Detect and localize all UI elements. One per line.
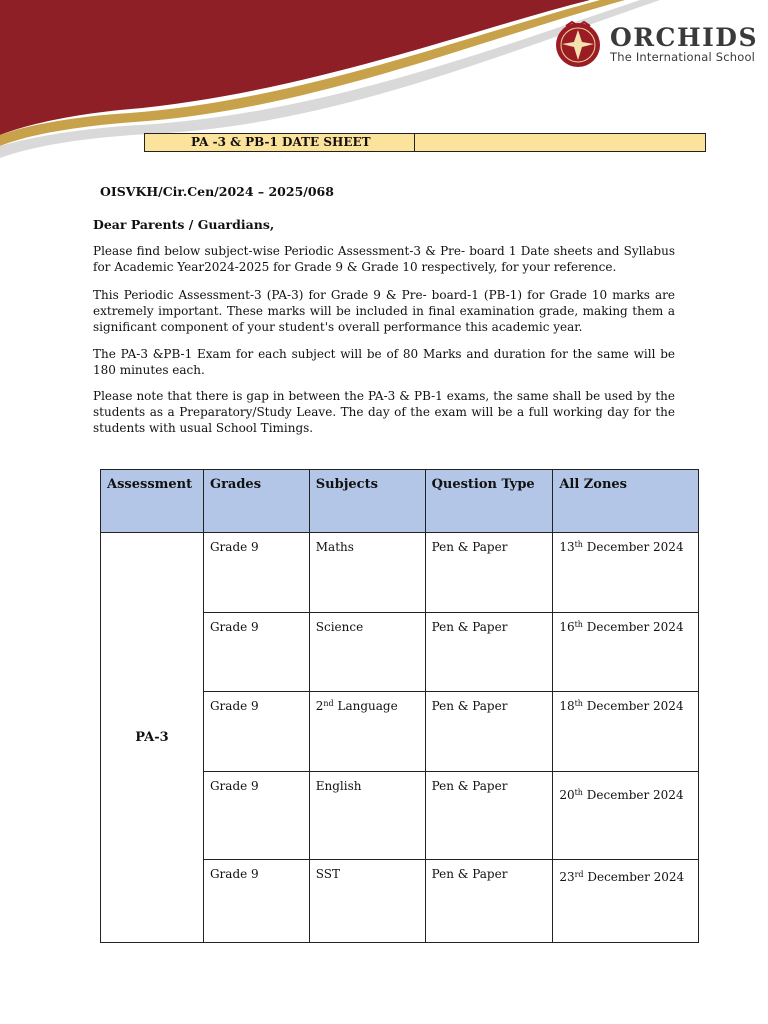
marks-paragraph: The PA-3 &PB-1 Exam for each subject will be of 80 Marks and duration for the same will be 180 minutes each.: [93, 347, 675, 377]
date-cell: 23rd December 2024: [553, 860, 699, 943]
header-question-type: Question Type: [425, 470, 553, 533]
importance-paragraph: This Periodic Assessment-3 (PA-3) for Grade 9 & Pre- board-1 (PB-1) for Grade 10 marks are extremely important. These marks will be included in final examination grade, making them a significant component of your student's overall performance this academic year.: [93, 288, 675, 334]
table-row: [101, 533, 699, 613]
subject-cell: Maths: [309, 533, 425, 613]
title-empty-cell: [415, 134, 705, 151]
salutation: Dear Parents / Guardians,: [93, 217, 275, 232]
header-assessment: Assessment: [101, 470, 204, 533]
grade-cell: Grade 9: [203, 772, 309, 860]
date-cell: 20th December 2024: [553, 772, 699, 860]
header-grades: Grades: [203, 470, 309, 533]
school-name: ORCHIDS: [610, 22, 758, 52]
date-cell: 16th December 2024: [553, 613, 699, 692]
subject-cell: English: [309, 772, 425, 860]
circular-reference: OISVKH/Cir.Cen/2024 – 2025/068: [100, 184, 334, 199]
orchids-crest-icon: [552, 18, 604, 70]
study-leave-paragraph: Please note that there is gap in between the PA-3 & PB-1 exams, the same shall be used by the students as a Preparatory/Study Leave. The day of the exam will be a full working day for the students with usual School Timings.: [93, 389, 675, 435]
subject-cell: SST: [309, 860, 425, 943]
school-logo: [552, 18, 758, 70]
question-type-cell: Pen & Paper: [425, 613, 553, 692]
date-cell: 13th December 2024: [553, 533, 699, 613]
header-all-zones: All Zones: [553, 470, 699, 533]
grade-cell: Grade 9: [203, 692, 309, 772]
subject-cell: Science: [309, 613, 425, 692]
subject-cell: 2nd Language: [309, 692, 425, 772]
page-title: PA -3 & PB-1 DATE SHEET: [145, 134, 415, 151]
intro-paragraph: Please find below subject-wise Periodic Assessment-3 & Pre- board 1 Date sheets and Syllabus for Academic Year2024-2025 for Grade 9 & Grade 10 respectively, for your reference.: [93, 244, 675, 274]
assessment-cell: PA-3: [101, 533, 204, 943]
grade-cell: Grade 9: [203, 533, 309, 613]
date-cell: 18th December 2024: [553, 692, 699, 772]
school-subtitle: The International School: [610, 49, 756, 64]
grade-cell: Grade 9: [203, 860, 309, 943]
date-sheet-table: [100, 469, 699, 943]
question-type-cell: Pen & Paper: [425, 772, 553, 860]
question-type-cell: Pen & Paper: [425, 860, 553, 943]
question-type-cell: Pen & Paper: [425, 533, 553, 613]
title-bar: [144, 133, 706, 152]
header-subjects: Subjects: [309, 470, 425, 533]
question-type-cell: Pen & Paper: [425, 692, 553, 772]
table-header-row: [101, 470, 699, 533]
grade-cell: Grade 9: [203, 613, 309, 692]
